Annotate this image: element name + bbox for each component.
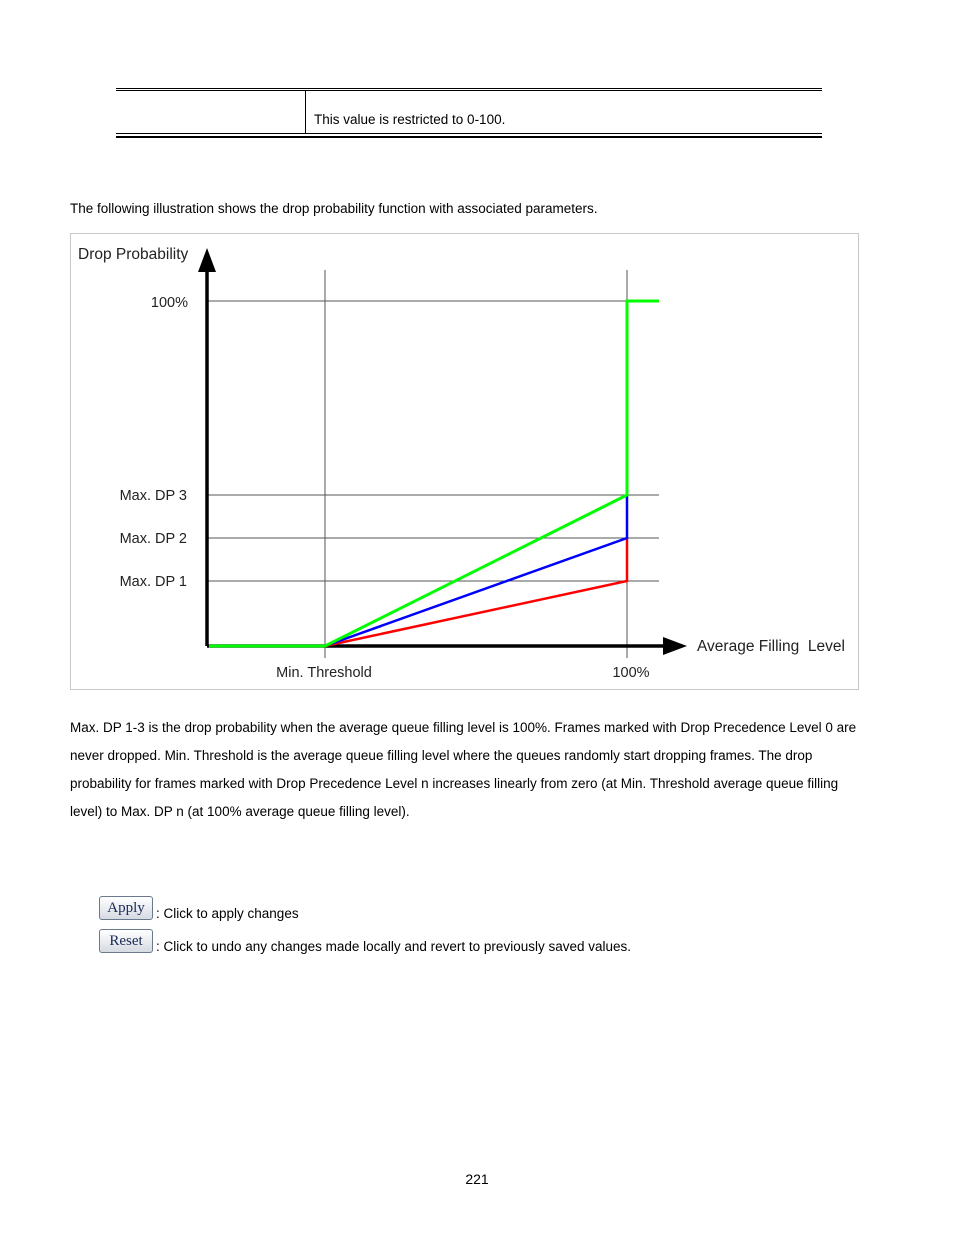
parameter-table-fragment bbox=[116, 88, 822, 138]
x-tick-100: 100% bbox=[612, 665, 650, 681]
description-paragraph bbox=[70, 714, 890, 826]
apply-description: : Click to apply changes bbox=[156, 906, 299, 921]
y-axis-arrowhead bbox=[198, 248, 216, 272]
y-tick-dp1: Max. DP 1 bbox=[119, 574, 187, 590]
x-axis-arrowhead bbox=[663, 637, 687, 655]
description-line: never dropped. Min. Threshold is the average queue filling level where the queues randomly start dropping frames. The drop bbox=[70, 748, 813, 763]
table-column-divider bbox=[305, 90, 306, 134]
x-axis-label: Average Filling Level bbox=[697, 638, 845, 655]
table-top-rule-inner bbox=[116, 90, 822, 91]
y-tick-100: 100% bbox=[150, 295, 188, 311]
x-tick-min-threshold: Min. Threshold bbox=[276, 665, 372, 681]
reset-button[interactable]: Reset bbox=[99, 929, 153, 953]
table-bottom-rule-inner bbox=[116, 133, 822, 134]
drop-probability-figure bbox=[70, 233, 859, 690]
y-tick-dp3: Max. DP 3 bbox=[119, 488, 187, 504]
description-line: probability for frames marked with Drop Precedence Level n increases linearly from zero (at Min. Threshold average queue filling bbox=[70, 776, 839, 791]
dp3-curve bbox=[209, 301, 659, 646]
description-line: level) to Max. DP n (at 100% average queue filling level). bbox=[70, 804, 410, 819]
y-tick-dp2: Max. DP 2 bbox=[119, 531, 187, 547]
table-top-rule bbox=[116, 88, 822, 89]
description-line: Max. DP 1-3 is the drop probability when the average queue filling level is 100%. Frames marked with Drop Precedence Level 0 are bbox=[70, 720, 857, 735]
table-bottom-rule bbox=[116, 136, 822, 138]
intro-paragraph: The following illustration shows the drop probability function with associated parameters. bbox=[70, 201, 598, 216]
y-axis-label: Drop Probability bbox=[78, 246, 189, 263]
apply-row bbox=[99, 896, 799, 924]
table-cell-text: This value is restricted to 0-100. bbox=[314, 112, 506, 127]
reset-row bbox=[99, 929, 799, 957]
apply-button[interactable]: Apply bbox=[99, 896, 153, 920]
reset-description: : Click to undo any changes made locally and revert to previously saved values. bbox=[156, 939, 632, 954]
drop-probability-diagram bbox=[71, 234, 858, 689]
page-number: 221 bbox=[465, 1171, 489, 1187]
